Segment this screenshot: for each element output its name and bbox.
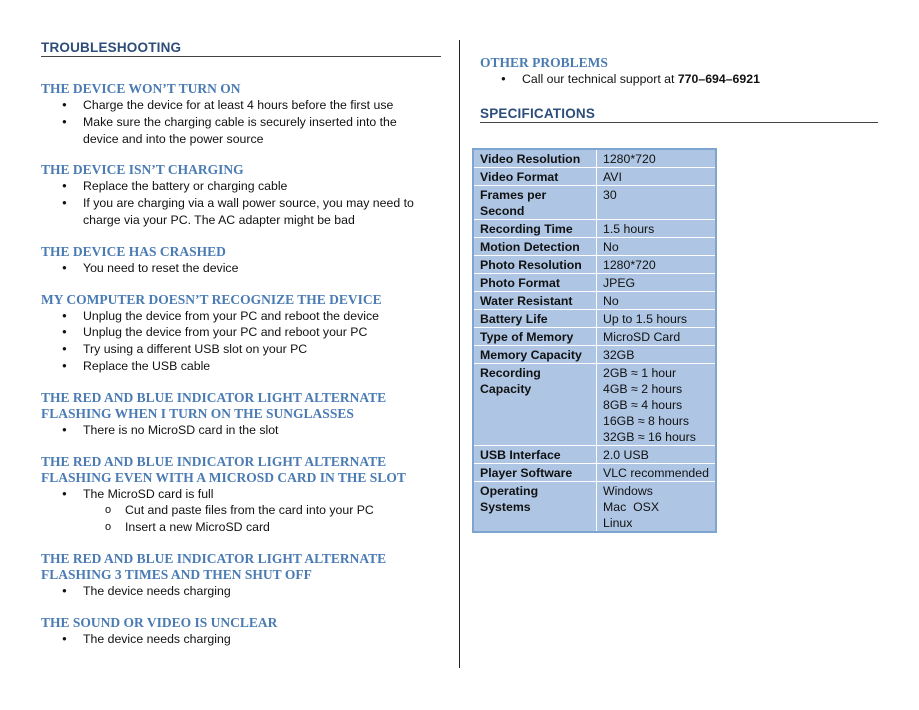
spec-key: Operating Systems — [473, 482, 597, 533]
specifications-heading: SPECIFICATIONS — [480, 106, 878, 123]
spec-key: Motion Detection — [473, 238, 597, 256]
list-item: ● You need to reset the device — [41, 260, 441, 277]
spec-value-line: 32GB ≈ 16 hours — [603, 430, 696, 444]
spec-key: Battery Life — [473, 310, 597, 328]
spec-key: Type of Memory — [473, 328, 597, 346]
spec-key: Memory Capacity — [473, 346, 597, 364]
table-row — [473, 364, 716, 446]
spec-key: USB Interface — [473, 446, 597, 464]
support-item — [480, 71, 880, 88]
list-item: ● Unplug the device from your PC and reboot the device — [41, 308, 441, 325]
spec-key: Video Format — [473, 168, 597, 186]
table-row — [473, 328, 716, 346]
spec-key: Video Resolution — [473, 149, 597, 168]
specifications-table — [472, 148, 717, 533]
table-row — [473, 220, 716, 238]
spec-value: 1280*720 — [597, 149, 717, 168]
spec-value: 1.5 hours — [597, 220, 717, 238]
section-title: THE DEVICE ISN’T CHARGING — [41, 162, 244, 178]
spec-value-line: Linux — [603, 516, 633, 530]
spec-value — [597, 364, 717, 446]
spec-value: 2.0 USB — [597, 446, 717, 464]
spec-value: No — [597, 238, 717, 256]
spec-value: JPEG — [597, 274, 717, 292]
section-title: THE DEVICE WON’T TURN ON — [41, 81, 241, 96]
spec-key: Recording Capacity — [473, 364, 597, 446]
spec-value: VLC recommended — [597, 464, 717, 482]
section-title: THE RED AND BLUE INDICATOR LIGHT ALTERNATE FLASHING 3 TIMES AND THEN SHUT OFF — [41, 551, 387, 583]
support-phone: 770–694–6921 — [677, 72, 760, 86]
spec-value-line: 16GB ≈ 8 hours — [603, 414, 690, 428]
list-item: ● If you are charging via a wall power source, you may need to charge via your PC. The AC adapter might be bad — [41, 195, 441, 229]
spec-key: Photo Format — [473, 274, 597, 292]
list-item: ● The MicroSD card is full — [41, 486, 441, 503]
spec-value: Up to 1.5 hours — [597, 310, 717, 328]
spec-value: MicroSD Card — [597, 328, 717, 346]
table-row — [473, 346, 716, 364]
section-not-charging — [41, 162, 441, 228]
list-item: ● The device needs charging — [41, 583, 441, 600]
section-sd-card-full — [41, 454, 441, 537]
table-row — [473, 186, 716, 220]
spec-value — [597, 482, 717, 533]
support-text: Call our technical support at — [522, 72, 678, 86]
table-row — [473, 482, 716, 533]
list-item: ● Unplug the device from your PC and reboot your PC — [41, 324, 441, 341]
table-row — [473, 238, 716, 256]
list-item: ● The device needs charging — [41, 631, 441, 648]
spec-key: Player Software — [473, 464, 597, 482]
spec-key: Water Resistant — [473, 292, 597, 310]
other-problems-title: OTHER PROBLEMS — [480, 55, 608, 70]
spec-key: Photo Resolution — [473, 256, 597, 274]
list-item: ● There is no MicroSD card in the slot — [41, 422, 441, 439]
spec-value: No — [597, 292, 717, 310]
spec-value: 32GB — [597, 346, 717, 364]
spec-key: Recording Time — [473, 220, 597, 238]
spec-value: 30 — [597, 186, 717, 220]
list-item: ● Make sure the charging cable is securely inserted into the device and into the power source — [41, 114, 441, 148]
spec-value-line: 8GB ≈ 4 hours — [603, 398, 683, 412]
section-flash-shut-off — [41, 551, 441, 600]
section-title: THE SOUND OR VIDEO IS UNCLEAR — [41, 615, 278, 631]
section-title: THE RED AND BLUE INDICATOR LIGHT ALTERNATE FLASHING WHEN I TURN ON THE SUNGLASSES — [41, 389, 387, 421]
spec-value: 1280*720 — [597, 256, 717, 274]
spec-value-line: Windows — [603, 484, 653, 498]
table-row — [473, 446, 716, 464]
spec-key: Frames per Second — [473, 186, 597, 220]
section-no-sd-card — [41, 390, 441, 439]
section-title: THE DEVICE HAS CRASHED — [41, 243, 226, 259]
section-wont-turn-on — [41, 81, 441, 147]
table-row — [473, 274, 716, 292]
spec-value-line: 2GB ≈ 1 hour — [603, 366, 677, 380]
list-item: ● Charge the device for at least 4 hours before the first use — [41, 97, 441, 114]
spec-value-line: Mac OSX — [603, 500, 660, 514]
sub-list-item: o Cut and paste files from the card into your PC — [41, 502, 441, 519]
spec-value: AVI — [597, 168, 717, 186]
list-item: ● Replace the USB cable — [41, 358, 441, 375]
section-title: MY COMPUTER DOESN’T RECOGNIZE THE DEVICE — [41, 291, 382, 307]
table-row — [473, 292, 716, 310]
section-title: THE RED AND BLUE INDICATOR LIGHT ALTERNATE FLASHING EVEN WITH A MICROSD CARD IN THE SLOT — [41, 453, 406, 485]
troubleshooting-column — [41, 40, 441, 648]
table-row — [473, 256, 716, 274]
spec-value-line: 4GB ≈ 2 hours — [603, 382, 683, 396]
list-item: ● Try using a different USB slot on your PC — [41, 341, 441, 358]
table-row — [473, 310, 716, 328]
table-row — [473, 168, 716, 186]
table-row — [473, 149, 716, 168]
sub-list-item: o Insert a new MicroSD card — [41, 519, 441, 536]
section-not-recognized — [41, 292, 441, 375]
column-divider — [459, 40, 460, 668]
troubleshooting-heading: TROUBLESHOOTING — [41, 40, 441, 57]
table-row — [473, 464, 716, 482]
section-sound-video — [41, 615, 441, 648]
list-item: ● Replace the battery or charging cable — [41, 178, 441, 195]
right-column — [480, 55, 880, 123]
section-crashed — [41, 244, 441, 277]
